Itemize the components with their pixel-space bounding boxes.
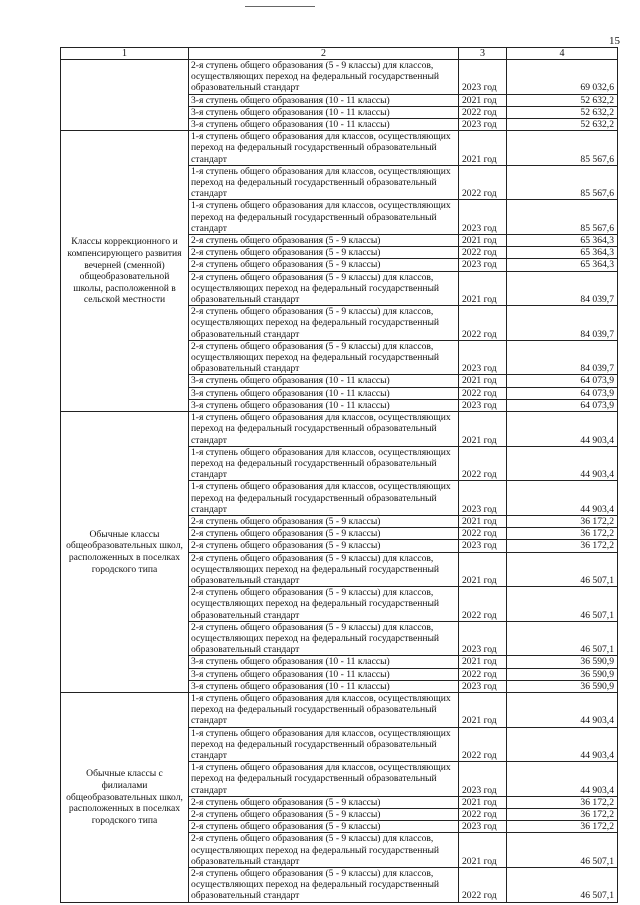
year-cell: 2022 год [459, 668, 507, 680]
year-cell: 2021 год [459, 833, 507, 868]
year-cell: 2023 год [459, 821, 507, 833]
year-cell: 2021 год [459, 235, 507, 247]
value-cell: 52 632,2 [507, 94, 618, 106]
year-cell: 2023 год [459, 762, 507, 797]
year-cell: 2021 год [459, 656, 507, 668]
year-cell: 2021 год [459, 796, 507, 808]
description-cell: 2-я ступень общего образования (5 - 9 классы) для классов, осуществляющих переход на федеральный государственный образовательный стандарт [189, 271, 459, 306]
category-cell [61, 60, 189, 131]
year-cell: 2023 год [459, 340, 507, 375]
description-cell: 1-я ступень общего образования для классов, осуществляющих переход на федеральный государственный образовательный стандарт [189, 446, 459, 481]
year-cell: 2021 год [459, 515, 507, 527]
year-cell: 2022 год [459, 809, 507, 821]
value-cell: 36 590,9 [507, 656, 618, 668]
value-cell: 44 903,4 [507, 762, 618, 797]
year-cell: 2022 год [459, 247, 507, 259]
description-cell: 3-я ступень общего образования (10 - 11 классы) [189, 94, 459, 106]
value-cell: 52 632,2 [507, 119, 618, 131]
description-cell: 3-я ступень общего образования (10 - 11 классы) [189, 656, 459, 668]
description-cell: 2-я ступень общего образования (5 - 9 классы) [189, 259, 459, 271]
description-cell: 2-я ступень общего образования (5 - 9 классы) [189, 247, 459, 259]
description-cell: 3-я ступень общего образования (10 - 11 классы) [189, 680, 459, 692]
year-cell: 2021 год [459, 552, 507, 587]
value-cell: 46 507,1 [507, 621, 618, 656]
value-cell: 46 507,1 [507, 868, 618, 903]
tariff-table [60, 47, 618, 903]
value-cell: 46 507,1 [507, 587, 618, 622]
value-cell: 36 172,2 [507, 821, 618, 833]
table-body [61, 60, 618, 903]
value-cell: 85 567,6 [507, 131, 618, 166]
description-cell: 2-я ступень общего образования (5 - 9 классы) для классов, осуществляющих переход на федеральный государственный образовательный стандарт [189, 621, 459, 656]
value-cell: 44 903,4 [507, 692, 618, 727]
category-cell: Обычные классы с филиалами общеобразовательных школ, расположенных в поселках городского типа [61, 692, 189, 902]
year-cell: 2021 год [459, 692, 507, 727]
value-cell: 36 172,2 [507, 540, 618, 552]
description-cell: 2-я ступень общего образования (5 - 9 классы) для классов, осуществляющих переход на федеральный государственный образовательный стандарт [189, 552, 459, 587]
header-col-2: 2 [189, 48, 459, 60]
description-cell: 1-я ступень общего образования для классов, осуществляющих переход на федеральный государственный образовательный стандарт [189, 481, 459, 516]
header-col-1: 1 [61, 48, 189, 60]
value-cell: 36 172,2 [507, 796, 618, 808]
table-row [61, 60, 618, 95]
year-cell: 2023 год [459, 621, 507, 656]
year-cell: 2023 год [459, 200, 507, 235]
value-cell: 36 172,2 [507, 528, 618, 540]
description-cell: 2-я ступень общего образования (5 - 9 классы) [189, 809, 459, 821]
description-cell: 1-я ступень общего образования для классов, осуществляющих переход на федеральный государственный образовательный стандарт [189, 200, 459, 235]
year-cell: 2021 год [459, 94, 507, 106]
year-cell: 2022 год [459, 528, 507, 540]
header-row [61, 48, 618, 60]
year-cell: 2021 год [459, 131, 507, 166]
value-cell: 44 903,4 [507, 412, 618, 447]
value-cell: 46 507,1 [507, 833, 618, 868]
year-cell: 2021 год [459, 375, 507, 387]
table-row [61, 692, 618, 727]
value-cell: 36 590,9 [507, 680, 618, 692]
value-cell: 84 039,7 [507, 306, 618, 341]
value-cell: 64 073,9 [507, 375, 618, 387]
value-cell: 52 632,2 [507, 106, 618, 118]
value-cell: 36 172,2 [507, 809, 618, 821]
value-cell: 65 364,3 [507, 259, 618, 271]
top-rule [245, 6, 315, 7]
description-cell: 3-я ступень общего образования (10 - 11 классы) [189, 119, 459, 131]
header-col-3: 3 [459, 48, 507, 60]
description-cell: 2-я ступень общего образования (5 - 9 классы) [189, 821, 459, 833]
year-cell: 2023 год [459, 540, 507, 552]
description-cell: 1-я ступень общего образования для классов, осуществляющих переход на федеральный государственный образовательный стандарт [189, 762, 459, 797]
value-cell: 44 903,4 [507, 727, 618, 762]
page-number: 15 [609, 35, 620, 47]
year-cell: 2022 год [459, 727, 507, 762]
description-cell: 3-я ступень общего образования (10 - 11 классы) [189, 399, 459, 411]
table-row [61, 131, 618, 166]
description-cell: 2-я ступень общего образования (5 - 9 классы) [189, 235, 459, 247]
value-cell: 85 567,6 [507, 165, 618, 200]
description-cell: 2-я ступень общего образования (5 - 9 классы) [189, 515, 459, 527]
value-cell: 85 567,6 [507, 200, 618, 235]
header-col-4: 4 [507, 48, 618, 60]
year-cell: 2022 год [459, 387, 507, 399]
year-cell: 2023 год [459, 60, 507, 95]
value-cell: 65 364,3 [507, 235, 618, 247]
year-cell: 2023 год [459, 680, 507, 692]
description-cell: 1-я ступень общего образования для классов, осуществляющих переход на федеральный государственный образовательный стандарт [189, 727, 459, 762]
value-cell: 46 507,1 [507, 552, 618, 587]
value-cell: 44 903,4 [507, 446, 618, 481]
category-cell: Обычные классы общеобразовательных школ, расположенных в поселках городского типа [61, 412, 189, 693]
year-cell: 2022 год [459, 306, 507, 341]
value-cell: 64 073,9 [507, 387, 618, 399]
description-cell: 2-я ступень общего образования (5 - 9 классы) [189, 540, 459, 552]
category-cell: Классы коррекционного и компенсирующего развития вечерней (сменной) общеобразовательной школы, расположенной в сельской местности [61, 131, 189, 412]
year-cell: 2023 год [459, 399, 507, 411]
description-cell: 3-я ступень общего образования (10 - 11 классы) [189, 387, 459, 399]
value-cell: 69 032,6 [507, 60, 618, 95]
year-cell: 2022 год [459, 446, 507, 481]
description-cell: 3-я ступень общего образования (10 - 11 классы) [189, 668, 459, 680]
year-cell: 2023 год [459, 259, 507, 271]
year-cell: 2021 год [459, 412, 507, 447]
description-cell: 2-я ступень общего образования (5 - 9 классы) для классов, осуществляющих переход на федеральный государственный образовательный стандарт [189, 60, 459, 95]
description-cell: 2-я ступень общего образования (5 - 9 классы) [189, 528, 459, 540]
year-cell: 2022 год [459, 868, 507, 903]
value-cell: 84 039,7 [507, 340, 618, 375]
description-cell: 2-я ступень общего образования (5 - 9 классы) для классов, осуществляющих переход на федеральный государственный образовательный стандарт [189, 340, 459, 375]
value-cell: 36 172,2 [507, 515, 618, 527]
value-cell: 44 903,4 [507, 481, 618, 516]
description-cell: 2-я ступень общего образования (5 - 9 классы) [189, 796, 459, 808]
description-cell: 1-я ступень общего образования для классов, осуществляющих переход на федеральный государственный образовательный стандарт [189, 412, 459, 447]
year-cell: 2022 год [459, 587, 507, 622]
value-cell: 65 364,3 [507, 247, 618, 259]
description-cell: 2-я ступень общего образования (5 - 9 классы) для классов, осуществляющих переход на федеральный государственный образовательный стандарт [189, 306, 459, 341]
description-cell: 1-я ступень общего образования для классов, осуществляющих переход на федеральный государственный образовательный стандарт [189, 131, 459, 166]
value-cell: 84 039,7 [507, 271, 618, 306]
description-cell: 3-я ступень общего образования (10 - 11 классы) [189, 375, 459, 387]
year-cell: 2021 год [459, 271, 507, 306]
description-cell: 2-я ступень общего образования (5 - 9 классы) для классов, осуществляющих переход на федеральный государственный образовательный стандарт [189, 868, 459, 903]
year-cell: 2022 год [459, 165, 507, 200]
year-cell: 2022 год [459, 106, 507, 118]
year-cell: 2023 год [459, 119, 507, 131]
description-cell: 3-я ступень общего образования (10 - 11 классы) [189, 106, 459, 118]
year-cell: 2023 год [459, 481, 507, 516]
table-row [61, 412, 618, 447]
description-cell: 2-я ступень общего образования (5 - 9 классы) для классов, осуществляющих переход на федеральный государственный образовательный стандарт [189, 833, 459, 868]
value-cell: 36 590,9 [507, 668, 618, 680]
description-cell: 1-я ступень общего образования для классов, осуществляющих переход на федеральный государственный образовательный стандарт [189, 165, 459, 200]
value-cell: 64 073,9 [507, 399, 618, 411]
description-cell: 2-я ступень общего образования (5 - 9 классы) для классов, осуществляющих переход на федеральный государственный образовательный стандарт [189, 587, 459, 622]
description-cell: 1-я ступень общего образования для классов, осуществляющих переход на федеральный государственный образовательный стандарт [189, 692, 459, 727]
